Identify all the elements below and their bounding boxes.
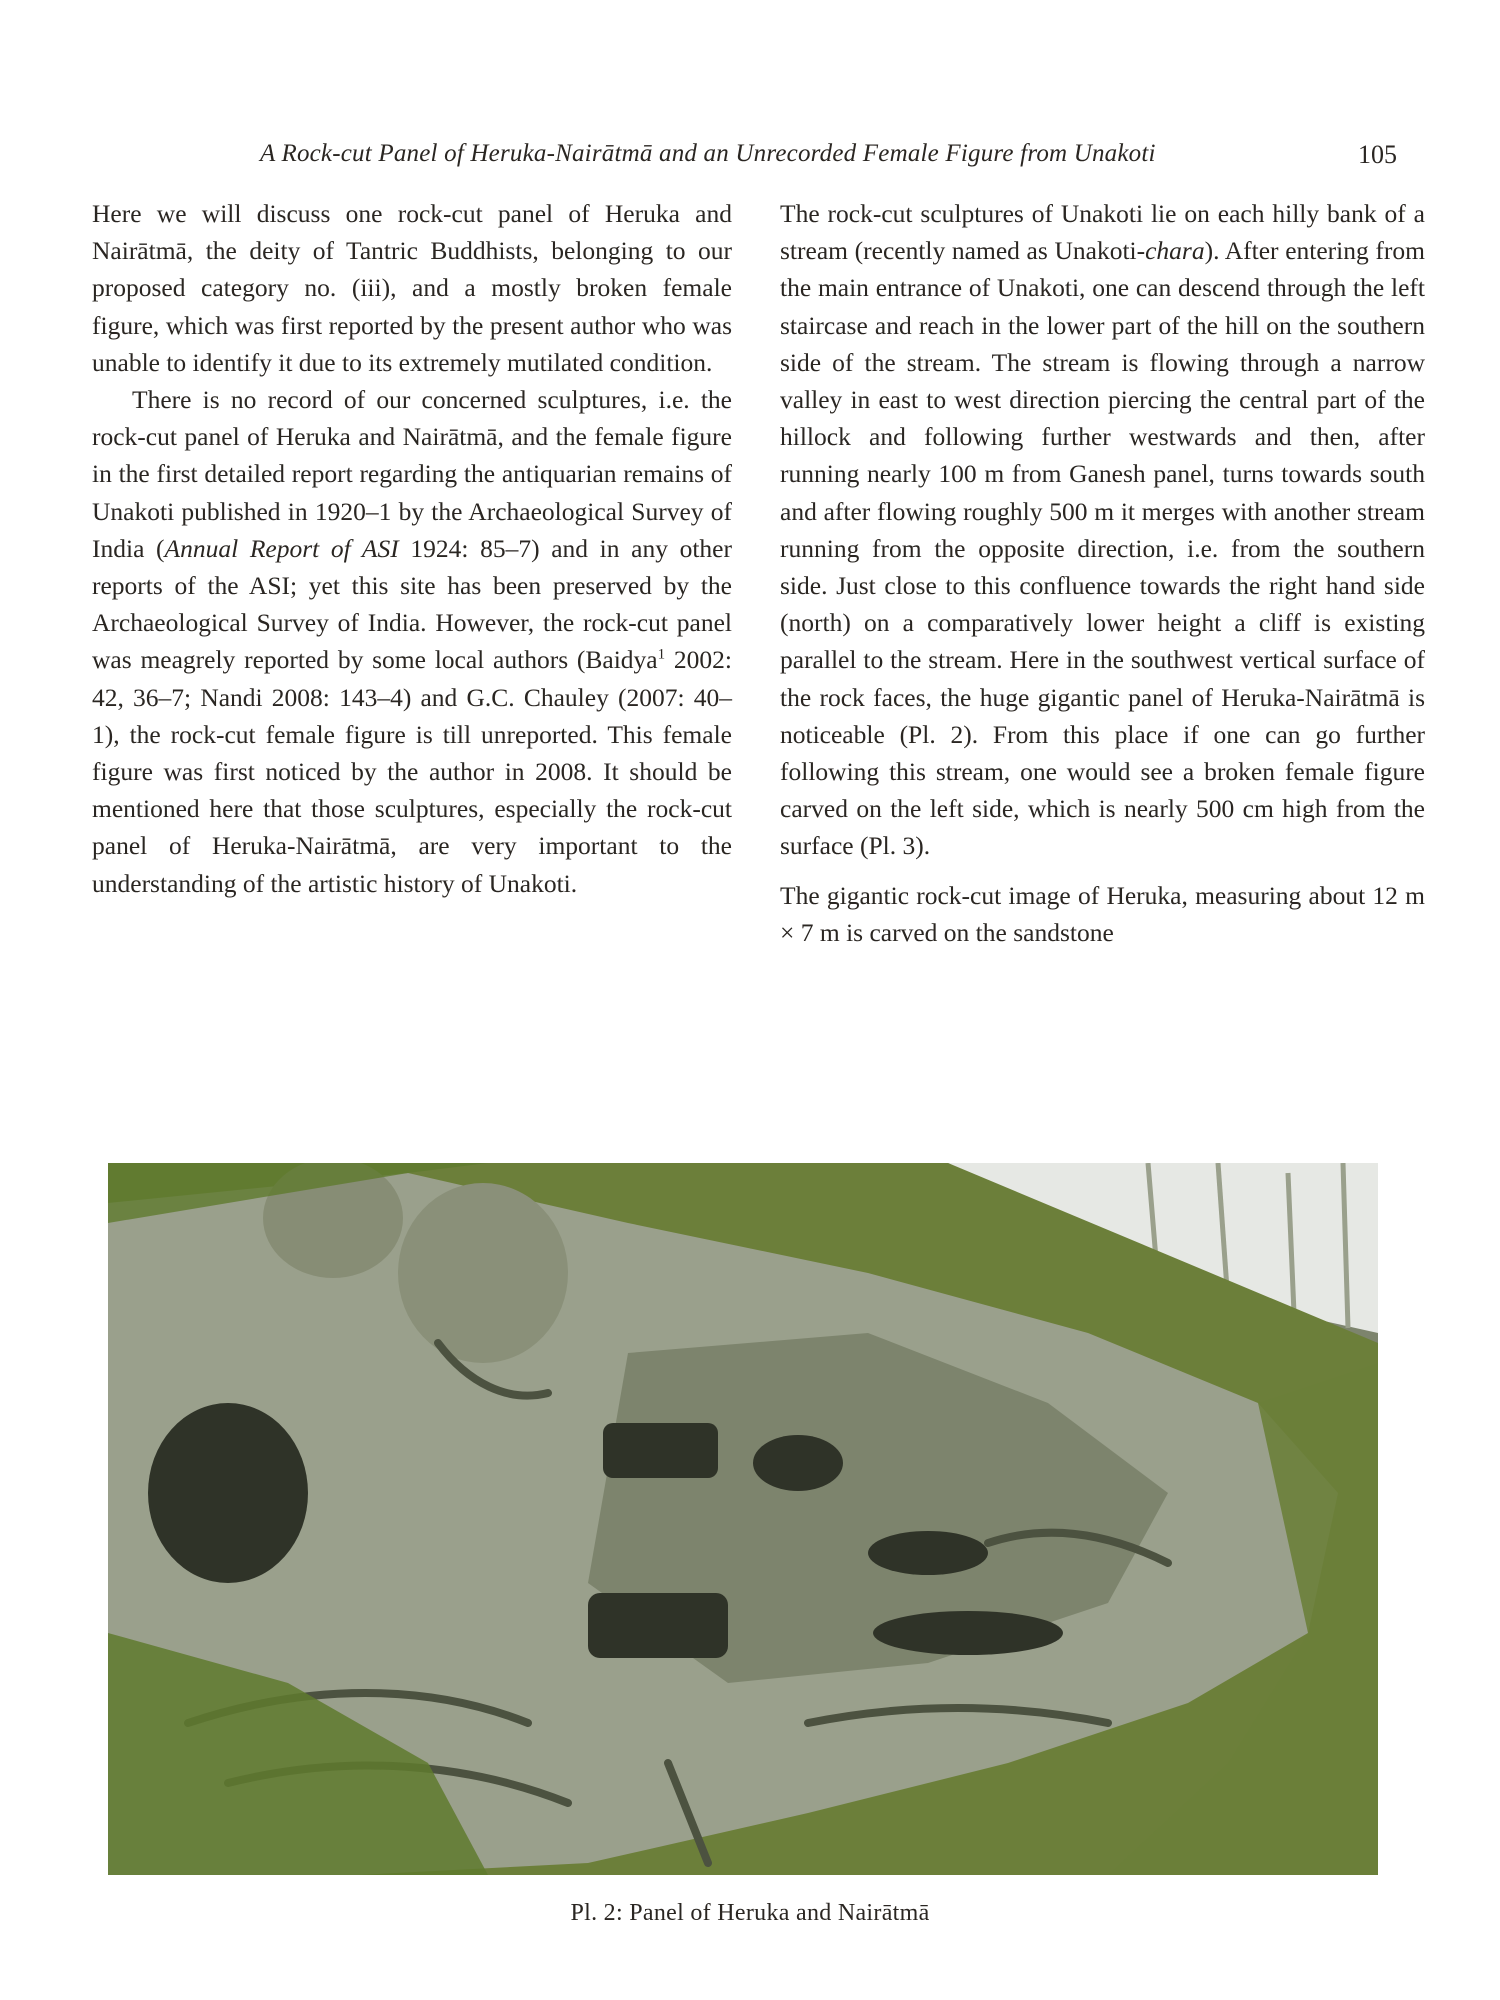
rock-panel-image: [108, 1163, 1378, 1875]
italic-text: Annual Report of ASI: [164, 533, 399, 563]
figure-caption: Pl. 2: Panel of Heruka and Nairātmā: [570, 1900, 930, 1926]
italic-text: chara: [1145, 236, 1205, 266]
carved-head: [398, 1183, 568, 1363]
paragraph: [92, 381, 732, 902]
text-run: There is no record of our concerned sculptures, i.e. the rock-cut panel of Heruka and Nairātmā, and the female figure in the first detailed report regarding the antiquarian remains of Unakoti published in 1920–1 by the Archaeological Survey of India (: [92, 385, 732, 563]
text-run: 1924: 85–7) and in any other reports of the ASI; yet this site has been preserved by the Archaeological Survey of India. However, the rock-cut panel was meagrely reported by some local authors (Baidya: [92, 533, 732, 675]
text-run: ). After entering from the main entrance of Unakoti, one can descend through the left staircase and reach in the lower part of the hill on the southern side of the stream. The stream is flowing through a narrow valley in east to west direction piercing the central part of the hillock and following further westwards and then, after running nearly 100 m from Ganesh panel, turns towards south and after flowing roughly 500 m it merges with another stream running from the opposite direction, i.e. from the southern side. Just close to this confluence towards the right hand side (north) on a comparatively lower height a cliff is existing parallel to the stream. Here in the southwest vertical surface of the rock faces, the huge gigantic panel of Heruka-Nairātmā is noticeable (Pl. 2). From this place if one can go further following this stream, one would see a broken female figure carved on the left side, which is nearly 500 cm high from the surface (Pl. 3).: [780, 236, 1425, 861]
right-column: [780, 195, 1425, 951]
plate-photograph: [108, 1163, 1378, 1875]
paragraph: Here we will discuss one rock-cut panel of Heruka and Nairātmā, the deity of Tantric Buddhists, belonging to our proposed category no. (iii), and a mostly broken female figure, which was first reported by the present author who was unable to identify it due to its extremely mutilated condition.: [92, 199, 732, 377]
footnote-marker: 1: [657, 646, 666, 663]
text-run: The rock-cut sculptures of Unakoti lie on each hilly bank of a stream (recently named as Unakoti-: [780, 199, 1425, 266]
page-number: 105: [1358, 140, 1397, 169]
text-run: 2002: 42, 36–7; Nandi 2008: 143–4) and G.C. Chauley (2007: 40–1), the rock-cut female figure is till unreported. This female figure was first noticed by the author in 2008. It should be mentioned here that those sculptures, especially the rock-cut panel of Heruka-Nairātmā, are very important to the understanding of the artistic history of Unakoti.: [92, 645, 732, 898]
paragraph: The gigantic rock-cut image of Heruka, measuring about 12 m × 7 m is carved on the sandstone: [780, 880, 1425, 947]
left-column: [92, 195, 732, 902]
paragraph: [780, 195, 1425, 865]
running-head: A Rock-cut Panel of Heruka-Nairātmā and an Unrecorded Female Figure from Unakoti: [260, 140, 1156, 167]
